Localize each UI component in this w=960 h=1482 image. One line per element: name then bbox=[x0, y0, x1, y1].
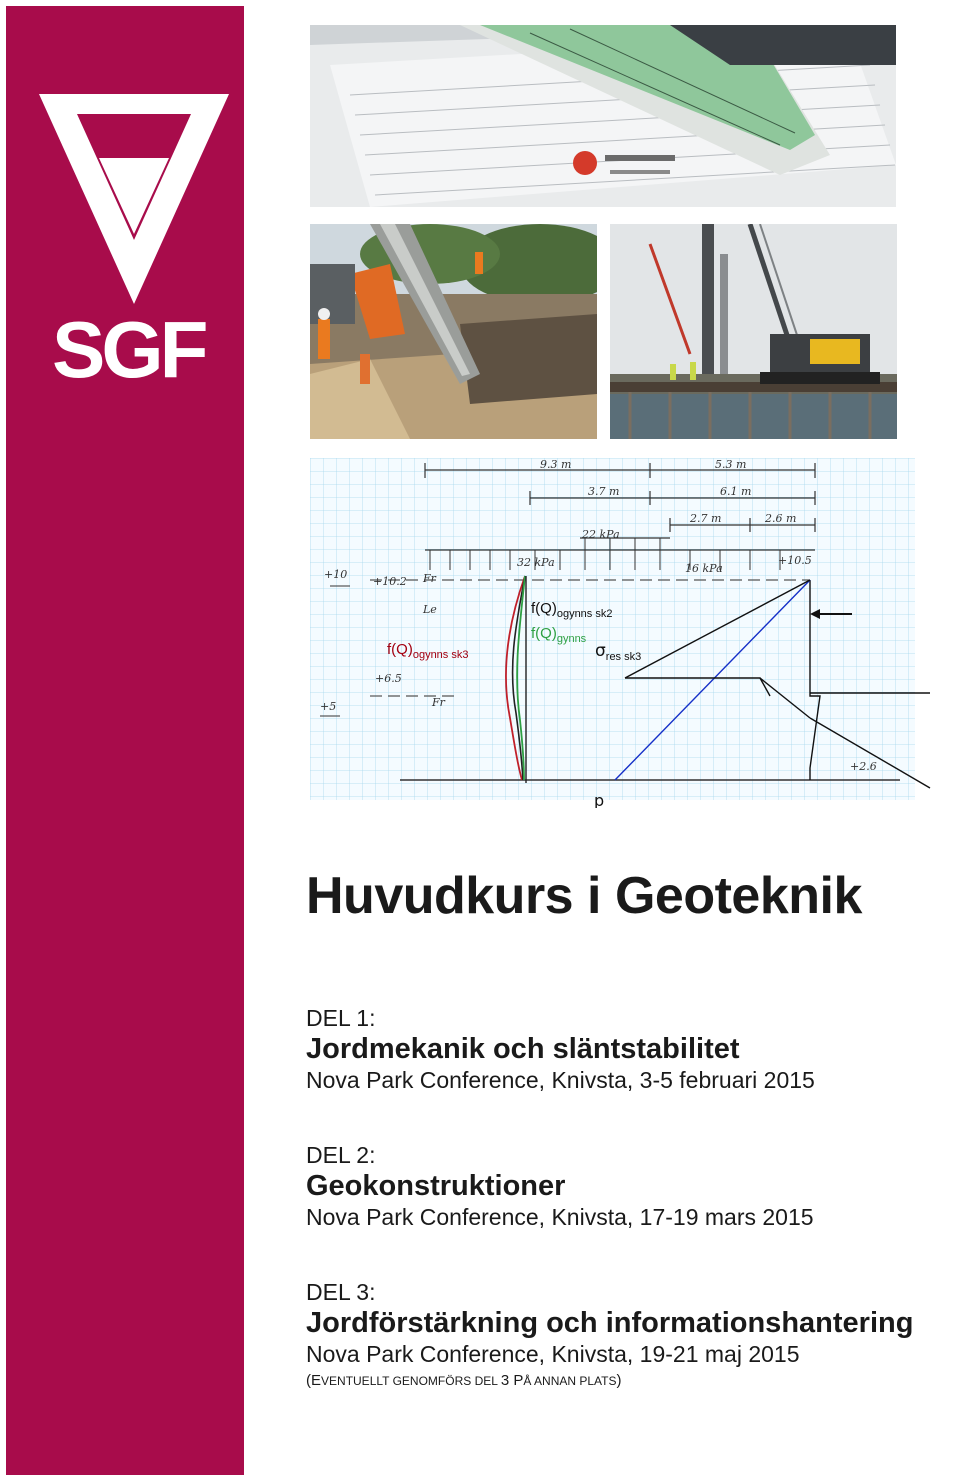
section-note: (EVENTUELLT GENOMFÖRS DEL 3 PÅ ANNAN PLATS) bbox=[306, 1372, 622, 1389]
section-venue: Nova Park Conference, Knivsta, 17-19 mars 2015 bbox=[306, 1204, 814, 1230]
soil-label: Fr bbox=[423, 572, 436, 585]
p-label: p bbox=[594, 791, 605, 808]
course-title: Huvudkurs i Geoteknik bbox=[306, 867, 862, 925]
documents-photo bbox=[310, 25, 896, 207]
sigma-label: σ bbox=[595, 641, 606, 661]
section-name: Geokonstruktioner bbox=[306, 1170, 566, 1202]
section-name: Jordförstärkning och informationshantering bbox=[306, 1307, 914, 1339]
load-label: 16 kPa bbox=[685, 562, 723, 575]
level-label: +5 bbox=[320, 700, 337, 713]
svg-text:f(Q)gynns: $f(Q)_{gynns}$ bbox=[531, 625, 587, 645]
drilling-rig-photo bbox=[310, 224, 597, 439]
level-label: +10 bbox=[324, 568, 348, 581]
section-label: DEL 1: bbox=[306, 1005, 376, 1031]
brand-sidebar bbox=[6, 6, 244, 1475]
level-label: +10.2 bbox=[373, 575, 407, 588]
dim-label: 6.1 m bbox=[720, 485, 752, 498]
piling-crane-photo bbox=[610, 224, 897, 439]
section-venue: Nova Park Conference, Knivsta, 3-5 februari 2015 bbox=[306, 1067, 815, 1093]
svg-text:σres sk3: $\sigma_{res sk3}$ bbox=[595, 641, 642, 663]
sgf-logo-text: SGF bbox=[52, 305, 205, 394]
gynns-label: f(Q) bbox=[531, 625, 557, 642]
svg-text:f(Q)ogynns sk2: $f(Q)_{ogynns sk2}$ bbox=[531, 600, 613, 620]
soil-label: Le bbox=[423, 603, 437, 616]
load-label: 22 kPa bbox=[582, 528, 620, 541]
section-venue: Nova Park Conference, Knivsta, 19-21 maj 2015 bbox=[306, 1341, 800, 1367]
ogynns-sk3-label: f(Q) bbox=[387, 641, 413, 658]
ogynns-sk2-label: f(Q) bbox=[531, 600, 557, 617]
section-del-1 bbox=[306, 1003, 815, 1095]
dim-label: 5.3 m bbox=[715, 458, 747, 471]
dim-label: 3.7 m bbox=[588, 485, 620, 498]
dim-label: 2.7 m bbox=[690, 512, 722, 525]
section-label: DEL 2: bbox=[306, 1142, 376, 1168]
dim-label: 2.6 m bbox=[765, 512, 797, 525]
section-del-3 bbox=[306, 1277, 913, 1393]
soil-label: Fr bbox=[432, 696, 445, 709]
level-label: +2.6 bbox=[850, 760, 877, 773]
section-name: Jordmekanik och släntstabilitet bbox=[306, 1033, 740, 1065]
triangle-logo-icon bbox=[39, 94, 229, 304]
load-label: 32 kPa bbox=[517, 556, 555, 569]
level-label: +6.5 bbox=[375, 672, 402, 685]
section-label: DEL 3: bbox=[306, 1279, 376, 1305]
svg-text:f(Q)ogynns sk3: $f(Q)_{ogynns sk3}$ bbox=[387, 641, 469, 661]
dim-label: 9.3 m bbox=[540, 458, 572, 471]
level-label: +10.5 bbox=[778, 554, 812, 567]
section-del-2 bbox=[306, 1140, 814, 1232]
retaining-wall-diagram bbox=[310, 458, 950, 808]
